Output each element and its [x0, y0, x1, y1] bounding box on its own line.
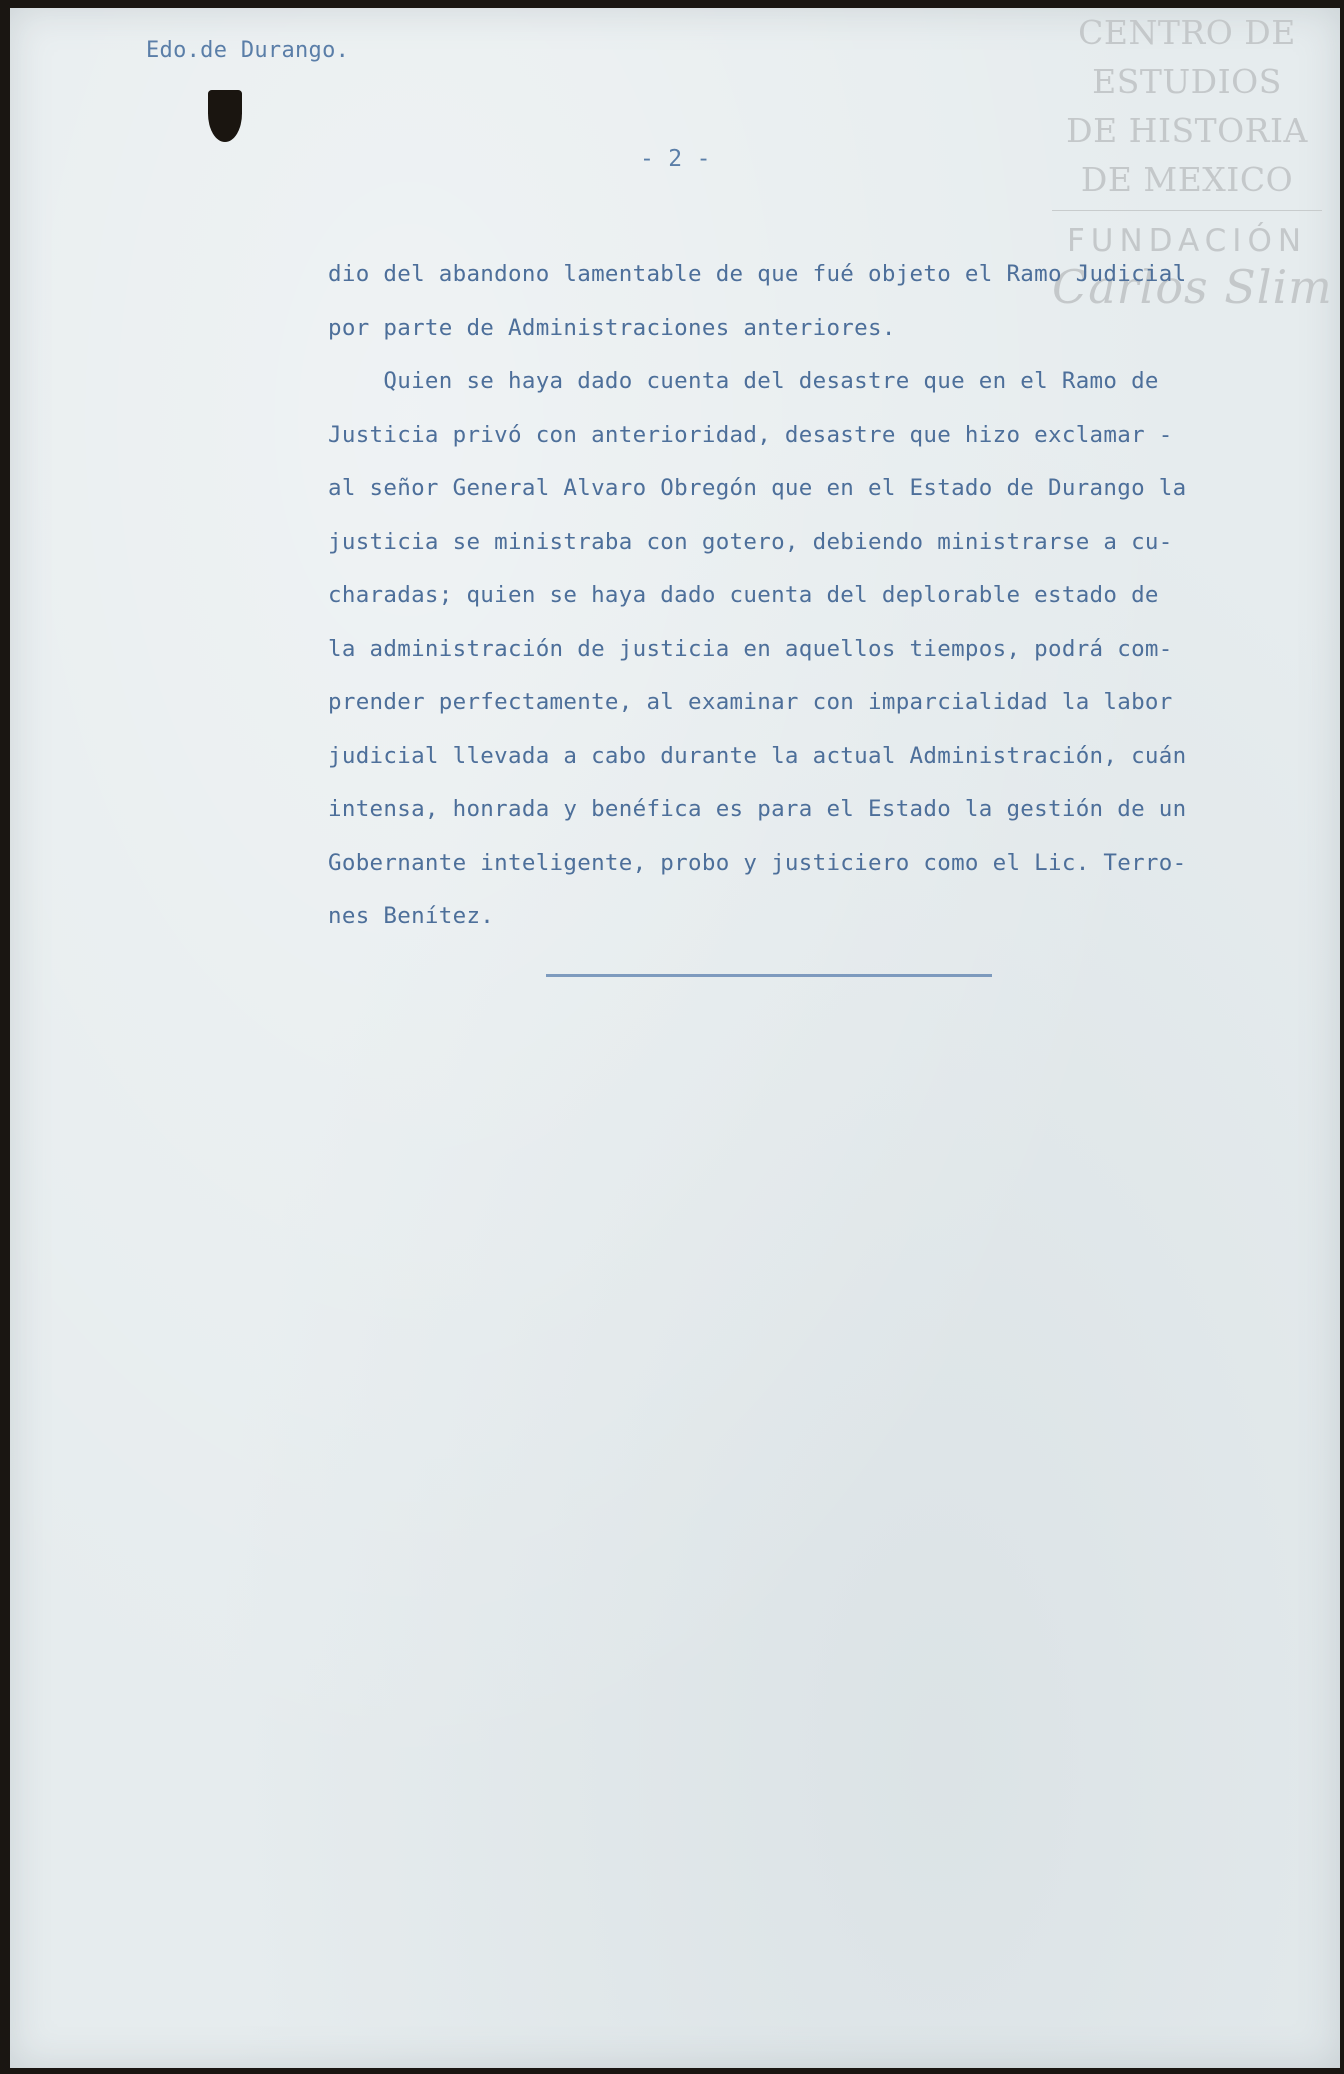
text-line: intensa, honrada y benéfica es para el Estado la gestión de un	[328, 796, 1187, 822]
text-line: la administración de justicia en aquellos tiempos, podrá com-	[328, 635, 1173, 662]
text-line: dio del abandono lamentable de que fué objeto el Ramo Judicial	[328, 261, 1187, 287]
text-line: nes Benítez.	[328, 903, 495, 929]
body-text	[328, 248, 1318, 944]
text-line: Justicia privó con anterioridad, desastre que hizo exclamar -	[328, 421, 1173, 448]
text-line: prender perfectamente, al examinar con imparcialidad la labor	[328, 689, 1173, 715]
watermark-signature: Carlos Slim	[1052, 260, 1333, 314]
text-line: Gobernante inteligente, probo y justiciero como el Lic. Terro-	[328, 849, 1187, 876]
watermark-divider	[1052, 210, 1322, 211]
page-number: - 2 -	[640, 146, 711, 172]
text-line: judicial llevada a cabo durante la actual Administración, cuán	[328, 742, 1187, 769]
text-line: charadas; quien se haya dado cuenta del deplorable estado de	[328, 582, 1159, 608]
text-line: al señor General Alvaro Obregón que en el Estado de Durango la	[328, 475, 1187, 501]
document-page	[10, 8, 1340, 2068]
text-line: Quien se haya dado cuenta del desastre que en el Ramo de	[328, 368, 1159, 394]
text-line: por parte de Administraciones anteriores.	[328, 314, 896, 341]
punch-hole	[208, 90, 242, 142]
text-line: justicia se ministraba con gotero, debiendo ministrarse a cu-	[328, 528, 1173, 555]
watermark-line-3: DE HISTORIA	[1066, 111, 1308, 150]
watermark-fundacion: FUNDACIÓN	[1066, 223, 1308, 259]
watermark-line-2: ESTUDIOS	[1092, 62, 1282, 101]
header-state-label: Edo.de Durango.	[146, 38, 350, 63]
watermark-line-4: DE MEXICO	[1080, 160, 1294, 199]
watermark-line-1: CENTRO DE	[1078, 13, 1296, 52]
end-rule	[546, 974, 992, 977]
